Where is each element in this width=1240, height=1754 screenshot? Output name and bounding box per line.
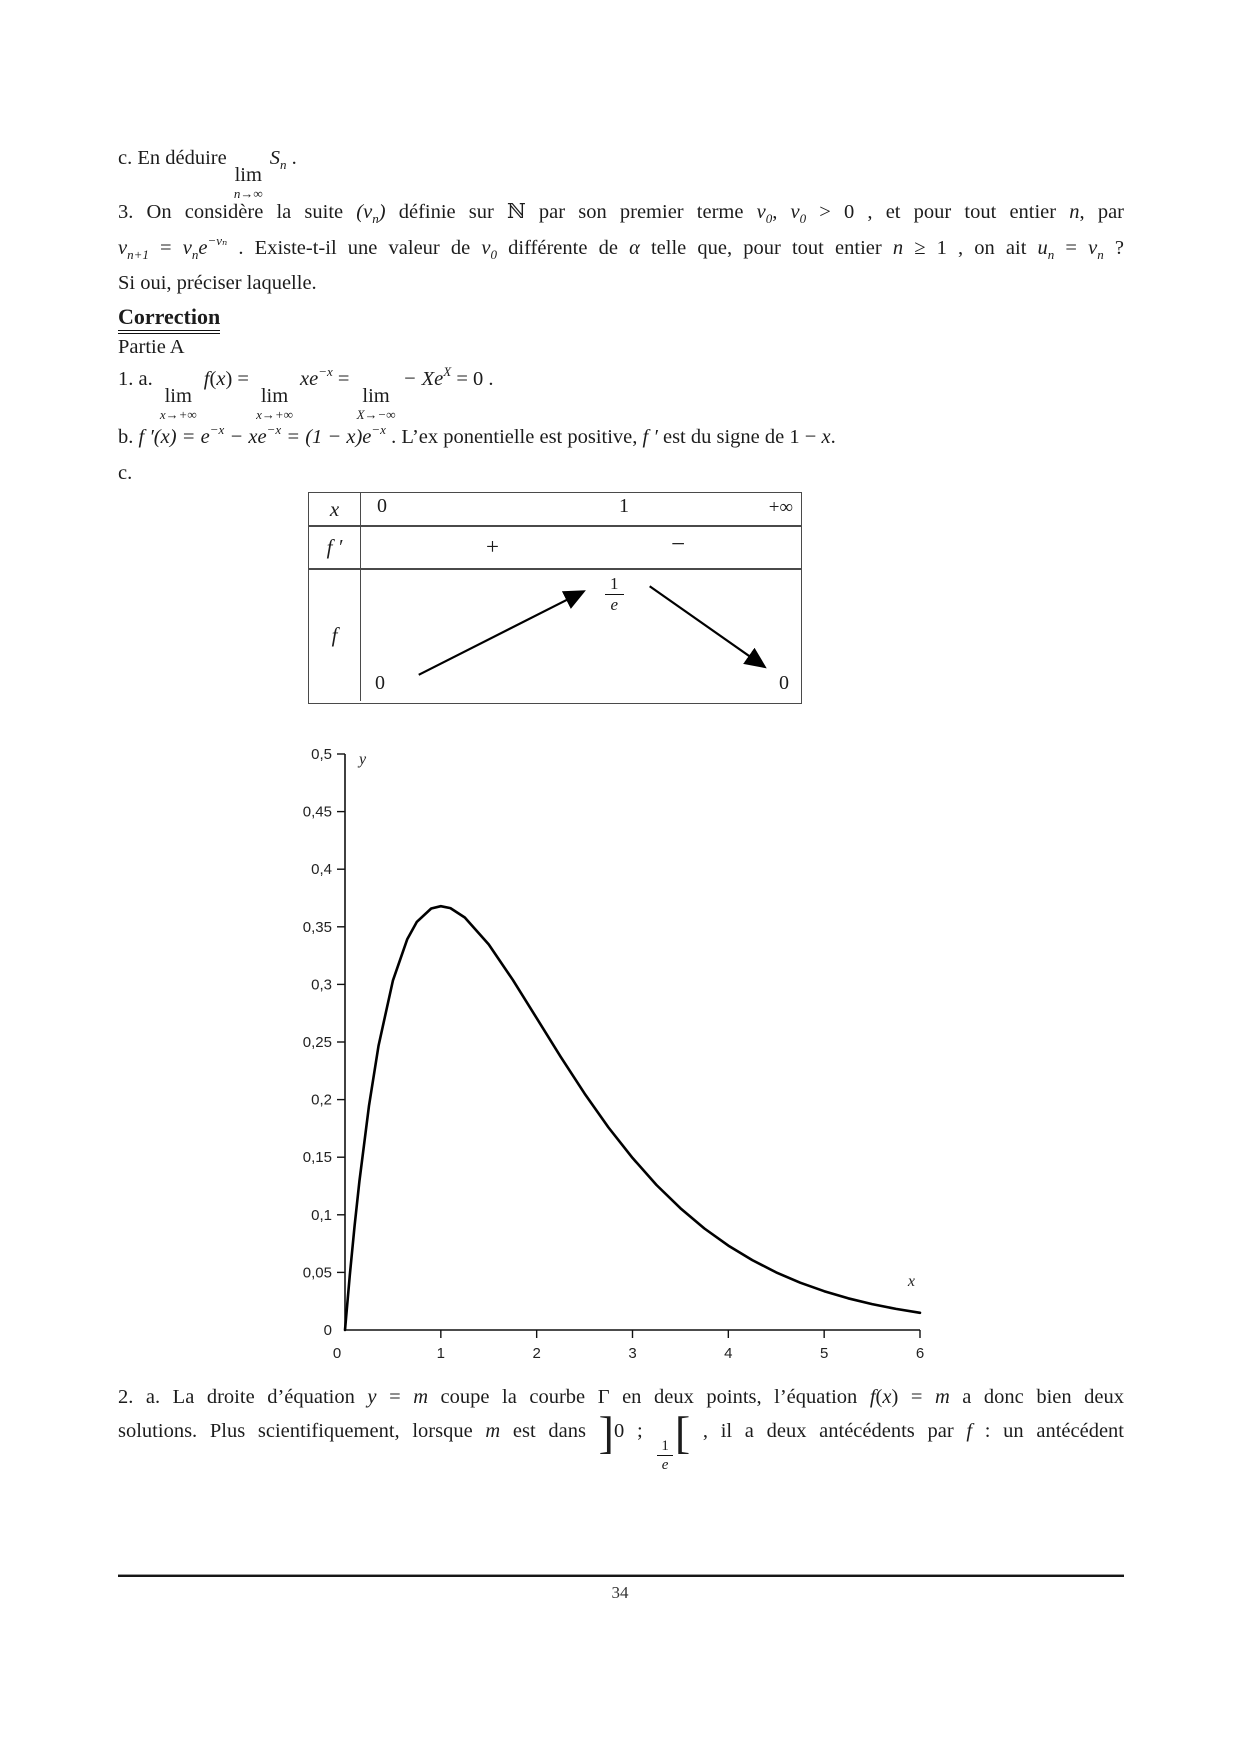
math-subscript: n: [1097, 247, 1104, 262]
math-segment: x: [882, 1386, 892, 1408]
math-subscript: 0: [765, 211, 773, 226]
math-segment: ,: [772, 201, 791, 223]
math-segment: f ′: [642, 426, 658, 448]
y-tick-label: 0,4: [311, 861, 332, 879]
x-tick-label: 0: [332, 1345, 342, 1362]
math-segment: : un antécédent: [972, 1420, 1124, 1442]
math-segment: coupe la courbe Γ en deux points, l’équation: [428, 1386, 870, 1408]
math-segment: [: [674, 1407, 691, 1458]
math-segment: α: [629, 237, 640, 259]
math-segment: − xe: [224, 426, 267, 448]
math-segment: m: [413, 1386, 428, 1408]
math-segment: v: [118, 237, 128, 259]
x-value-right: +∞: [768, 497, 793, 518]
variation-table: [308, 492, 802, 704]
math-segment: c. En déduire: [118, 147, 232, 169]
math-segment: ) =: [225, 368, 255, 390]
math-segment: . Existe-t-il une valeur de: [227, 237, 482, 259]
math-superscript: −x: [266, 422, 282, 437]
question-3-line-2: [118, 233, 1124, 262]
math-segment: > 0 , et pour tout entier: [806, 201, 1070, 223]
math-subscript: n: [191, 247, 199, 262]
math-superscript: −x: [318, 364, 333, 379]
math-superscript: −vₙ: [207, 233, 228, 248]
sign-plus: +: [486, 534, 499, 559]
solution-line-1a: [118, 364, 1124, 422]
math-segment: b.: [118, 426, 139, 448]
math-segment: S: [264, 147, 280, 169]
math-segment: lim x→+∞: [256, 385, 293, 422]
math-segment: xe: [294, 368, 319, 390]
variation-table-row-f: [309, 570, 801, 701]
math-segment: .: [286, 147, 297, 169]
math-segment: (: [875, 1386, 883, 1408]
math-superscript: X: [443, 364, 452, 379]
y-axis-label: y: [359, 751, 367, 768]
math-segment: ]: [598, 1407, 614, 1458]
row-header-f: f: [309, 570, 361, 701]
x-tick-label: 5: [819, 1345, 829, 1362]
y-tick-label: 0: [323, 1322, 332, 1339]
math-subscript: 0: [490, 247, 497, 262]
math-subscript: n: [280, 157, 287, 172]
x-tick-label: 4: [724, 1345, 733, 1362]
math-segment: m: [934, 1386, 950, 1408]
page-number: 34: [611, 1583, 629, 1602]
math-segment: y: [367, 1386, 377, 1408]
math-segment: f ′(x) = e: [138, 426, 210, 448]
variation-table-row-x: [309, 493, 801, 527]
math-segment: 1. a.: [118, 368, 158, 390]
math-segment: e: [198, 237, 208, 259]
x-axis-label: x: [907, 1273, 915, 1290]
math-segment: différente de: [497, 237, 630, 259]
math-segment: , il a deux antécédents par: [690, 1420, 967, 1442]
f-value-left: 0: [375, 672, 385, 694]
solution-line-1c-label: c.: [118, 462, 133, 484]
math-segment: est du signe de 1 −: [657, 426, 822, 448]
math-segment: f: [198, 368, 210, 390]
x-tick-label: 3: [628, 1345, 637, 1362]
y-tick-label: 0,15: [302, 1149, 332, 1167]
y-tick-label: 0,5: [311, 746, 332, 763]
math-segment: m: [485, 1420, 501, 1442]
math-segment: (: [209, 368, 217, 390]
math-subscript: n: [1047, 247, 1055, 262]
sign-minus: −: [671, 531, 686, 558]
partie-a-label: Partie A: [118, 336, 185, 358]
math-subscript: 0: [799, 211, 807, 226]
y-tick-label: 0,35: [302, 918, 332, 936]
math-segment: $\frac{1}{e}$: [657, 1437, 673, 1475]
math-segment: solutions. Plus scientifiquement, lorsque: [118, 1420, 486, 1442]
question-2a-line-1: [118, 1386, 1124, 1409]
math-segment: f: [869, 1386, 876, 1408]
math-segment: v: [182, 237, 192, 259]
math-segment: définie sur ℕ par son premier terme: [385, 201, 757, 223]
f-max-value: $\frac{1}{e}$: [605, 574, 624, 614]
footer-rule: [118, 1574, 1124, 1577]
row-header-fprime: f ′: [309, 527, 361, 568]
math-segment: .: [830, 426, 836, 448]
math-segment: =: [1054, 237, 1089, 259]
y-tick-label: 0,25: [302, 1034, 332, 1051]
f-value-right: 0: [779, 672, 789, 694]
math-segment: telle que, pour tout entier: [639, 237, 893, 259]
math-segment: = (1 − x)e: [281, 426, 372, 448]
math-segment: , par: [1079, 201, 1124, 223]
math-segment: v: [756, 201, 766, 223]
math-segment: Si oui, préciser laquelle.: [118, 272, 317, 294]
row-header-x: x: [309, 493, 361, 525]
y-tick-label: 0,3: [311, 976, 332, 994]
math-segment: x: [216, 368, 226, 390]
math-subscript: n: [372, 211, 379, 226]
math-segment: lim x→+∞: [159, 385, 197, 422]
variation-arrows: [361, 570, 801, 701]
x-tick-label: 6: [915, 1345, 925, 1362]
variation-table-row-fprime: [309, 527, 801, 570]
math-segment: ?: [1103, 237, 1124, 259]
math-superscript: −x: [209, 422, 225, 437]
math-segment: v: [790, 201, 800, 223]
math-segment: a donc bien deux: [949, 1386, 1125, 1408]
math-segment: = 0 .: [451, 368, 494, 390]
question-3-line-3: [118, 272, 1124, 295]
x-tick-label: 2: [532, 1345, 541, 1362]
math-superscript: −x: [371, 422, 386, 437]
math-segment: 2. a. La droite d’équation: [118, 1386, 368, 1408]
math-segment: =: [376, 1386, 414, 1408]
question-3-line-1: [118, 199, 1124, 224]
math-segment: lim X→−∞: [356, 385, 396, 422]
math-segment: ): [378, 201, 386, 223]
math-segment: x: [821, 426, 831, 448]
math-segment: 0 ;: [614, 1420, 656, 1442]
math-segment: 3. On considère la suite: [118, 201, 357, 223]
math-segment: est dans: [500, 1420, 599, 1442]
decreasing-arrow: [650, 586, 763, 666]
increasing-arrow: [419, 592, 582, 675]
exercise-line-c: [118, 147, 1124, 201]
math-segment: u: [1037, 237, 1048, 259]
math-segment: v: [1088, 237, 1098, 259]
question-2a-line-2: [118, 1407, 1124, 1475]
x-tick-label: 1: [436, 1345, 446, 1362]
math-segment: (v: [356, 201, 373, 223]
x-value-left: 0: [377, 495, 387, 517]
math-segment: lim n→∞: [233, 164, 263, 201]
y-tick-label: 0,45: [302, 803, 332, 821]
math-segment: n: [1069, 201, 1080, 223]
math-segment: . L’ex ponentielle est positive,: [385, 426, 643, 448]
math-segment: ≥ 1 , on ait: [903, 237, 1038, 259]
y-tick-label: 0,2: [311, 1091, 332, 1109]
math-segment: f: [966, 1420, 973, 1442]
math-segment: n: [892, 237, 904, 259]
math-segment: v: [481, 237, 491, 259]
math-subscript: n+1: [127, 247, 149, 262]
correction-heading: Correction: [118, 304, 220, 334]
math-segment: =: [148, 237, 183, 259]
curve-f: [345, 906, 920, 1330]
solution-line-1b: [118, 422, 1124, 449]
y-tick-label: 0,1: [311, 1206, 332, 1224]
math-segment: ) =: [891, 1386, 935, 1408]
math-segment: − Xe: [397, 368, 444, 390]
function-graph: [280, 735, 960, 1380]
math-segment: =: [332, 368, 355, 390]
y-tick-label: 0,05: [302, 1264, 332, 1282]
x-value-mid: 1: [619, 495, 629, 517]
